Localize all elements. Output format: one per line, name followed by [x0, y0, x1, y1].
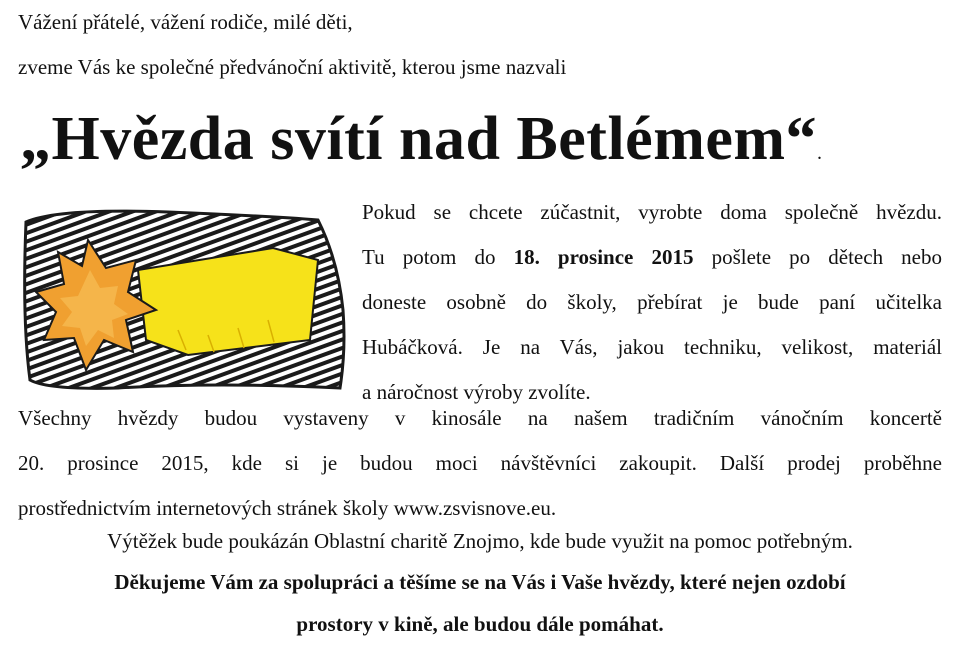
- para2-line: Všechny hvězdy budou vystaveny v kinosále na našem tradičním vánočním koncertě: [18, 406, 942, 430]
- paragraph-exhibition: [18, 396, 942, 531]
- para1-text: pošlete po dětech nebo: [693, 245, 942, 269]
- para2-line: prostřednictvím internetových stránek školy www.zsvisnove.eu.: [18, 496, 557, 520]
- page-title: [20, 104, 823, 175]
- para1-line: a náročnost výroby zvolíte.: [362, 380, 591, 404]
- para1-line: doneste osobně do školy, přebírat je bude paní učitelka: [362, 290, 942, 314]
- greeting-line-2: zveme Vás ke společné předvánoční aktivitě, kterou jsme nazvali: [18, 55, 567, 79]
- thanks-line-2: prostory v kině, ale budou dále pomáhat.: [296, 612, 664, 636]
- para1-line: [362, 235, 942, 280]
- greeting-line-1: Vážení přátelé, vážení rodiče, milé děti,: [18, 10, 353, 34]
- para1-line: Hubáčková. Je na Vás, jakou techniku, velikost, materiál: [362, 335, 942, 359]
- paragraph-instructions: [362, 190, 942, 415]
- charity-note: Výtěžek bude poukázán Oblastní charitě Znojmo, kde bude využit na pomoc potřebným.: [107, 529, 853, 553]
- star-drawing-icon: [18, 200, 348, 390]
- deadline-date: 18. prosince 2015: [513, 245, 694, 269]
- thanks-line-1: Děkujeme Vám za spolupráci a těšíme se na Vás i Vaše hvězdy, které nejen ozdobí: [114, 570, 846, 594]
- para1-text: Tu potom do: [362, 245, 514, 269]
- title-text: „Hvězda svítí nad Betlémem“: [20, 105, 818, 173]
- title-trailing-dot: .: [817, 142, 823, 164]
- para1-line: Pokud se chcete zúčastnit, vyrobte doma společně hvězdu.: [362, 200, 942, 224]
- para2-line: 20. prosince 2015, kde si je budou moci návštěvníci zakoupit. Další prodej proběhne: [18, 451, 942, 475]
